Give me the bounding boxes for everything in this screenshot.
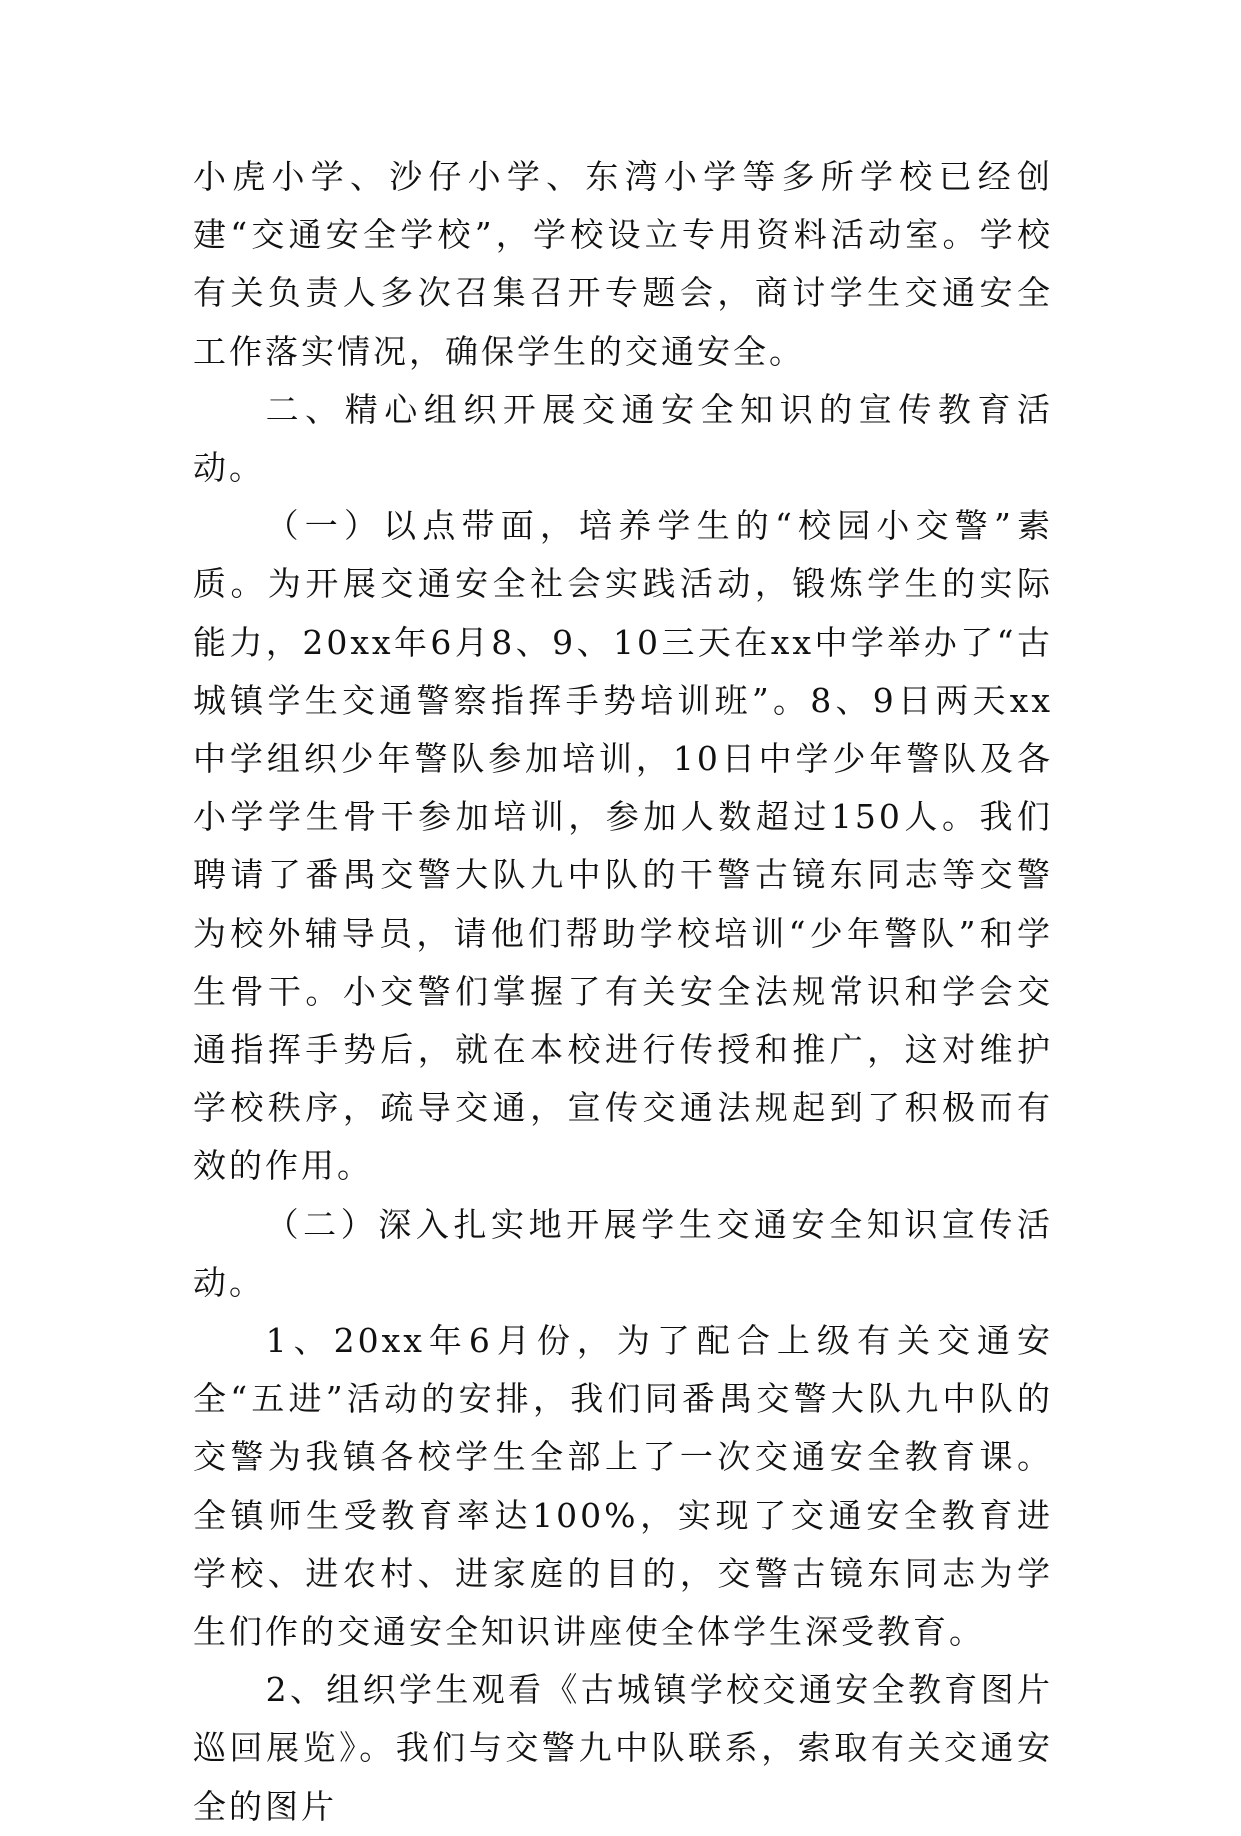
paragraph-1: 小虎小学、沙仔小学、东湾小学等多所学校已经创建“交通安全学校”，学校设立专用资料活动室。学校有关负责人多次召集召开专题会，商讨学生交通安全工作落实情况，确保学生的交通安全。: [193, 157, 1053, 371]
paragraph-5: 1、20xx年6月份，为了配合上级有关交通安全“五进”活动的安排，我们同番禺交警大队九中队的交警为我镇各校学生全部上了一次交通安全教育课。全镇师生受教育率达100%，实现了交通安全教育进学校、进农村、进家庭的目的，交警古镜东同志为学生们作的交通安全知识讲座使全体学生深受教育。: [193, 1321, 1053, 1652]
paragraph-6: 2、组织学生观看《古城镇学校交通安全教育图片巡回展览》。我们与交警九中队联系，索取有关交通安全的图片: [193, 1670, 1053, 1826]
paragraph-3: （一）以点带面，培养学生的“校园小交警”素质。为开展交通安全社会实践活动，锻炼学生的实际能力，20xx年6月8、9、10三天在xx中学举办了“古城镇学生交通警察指挥手势培训班”。8、9日两天xx中学组织少年警队参加培训，10日中学少年警队及各小学学生骨干参加培训，参加人数超过150人。我们聘请了番禺交警大队九中队的干警古镜东同志等交警为校外辅导员，请他们帮助学校培训“少年警队”和学生骨干。小交警们掌握了有关安全法规常识和学会交通指挥手势后，就在本校进行传授和推广，这对维护学校秩序，疏导交通，宣传交通法规起到了积极而有效的作用。: [193, 506, 1053, 1186]
paragraph-4-heading: （二）深入扎实地开展学生交通安全知识宣传活动。: [193, 1204, 1053, 1302]
paragraph-2-heading: 二、精心组织开展交通安全知识的宣传教育活动。: [193, 389, 1053, 488]
document-body: [193, 148, 1053, 1836]
